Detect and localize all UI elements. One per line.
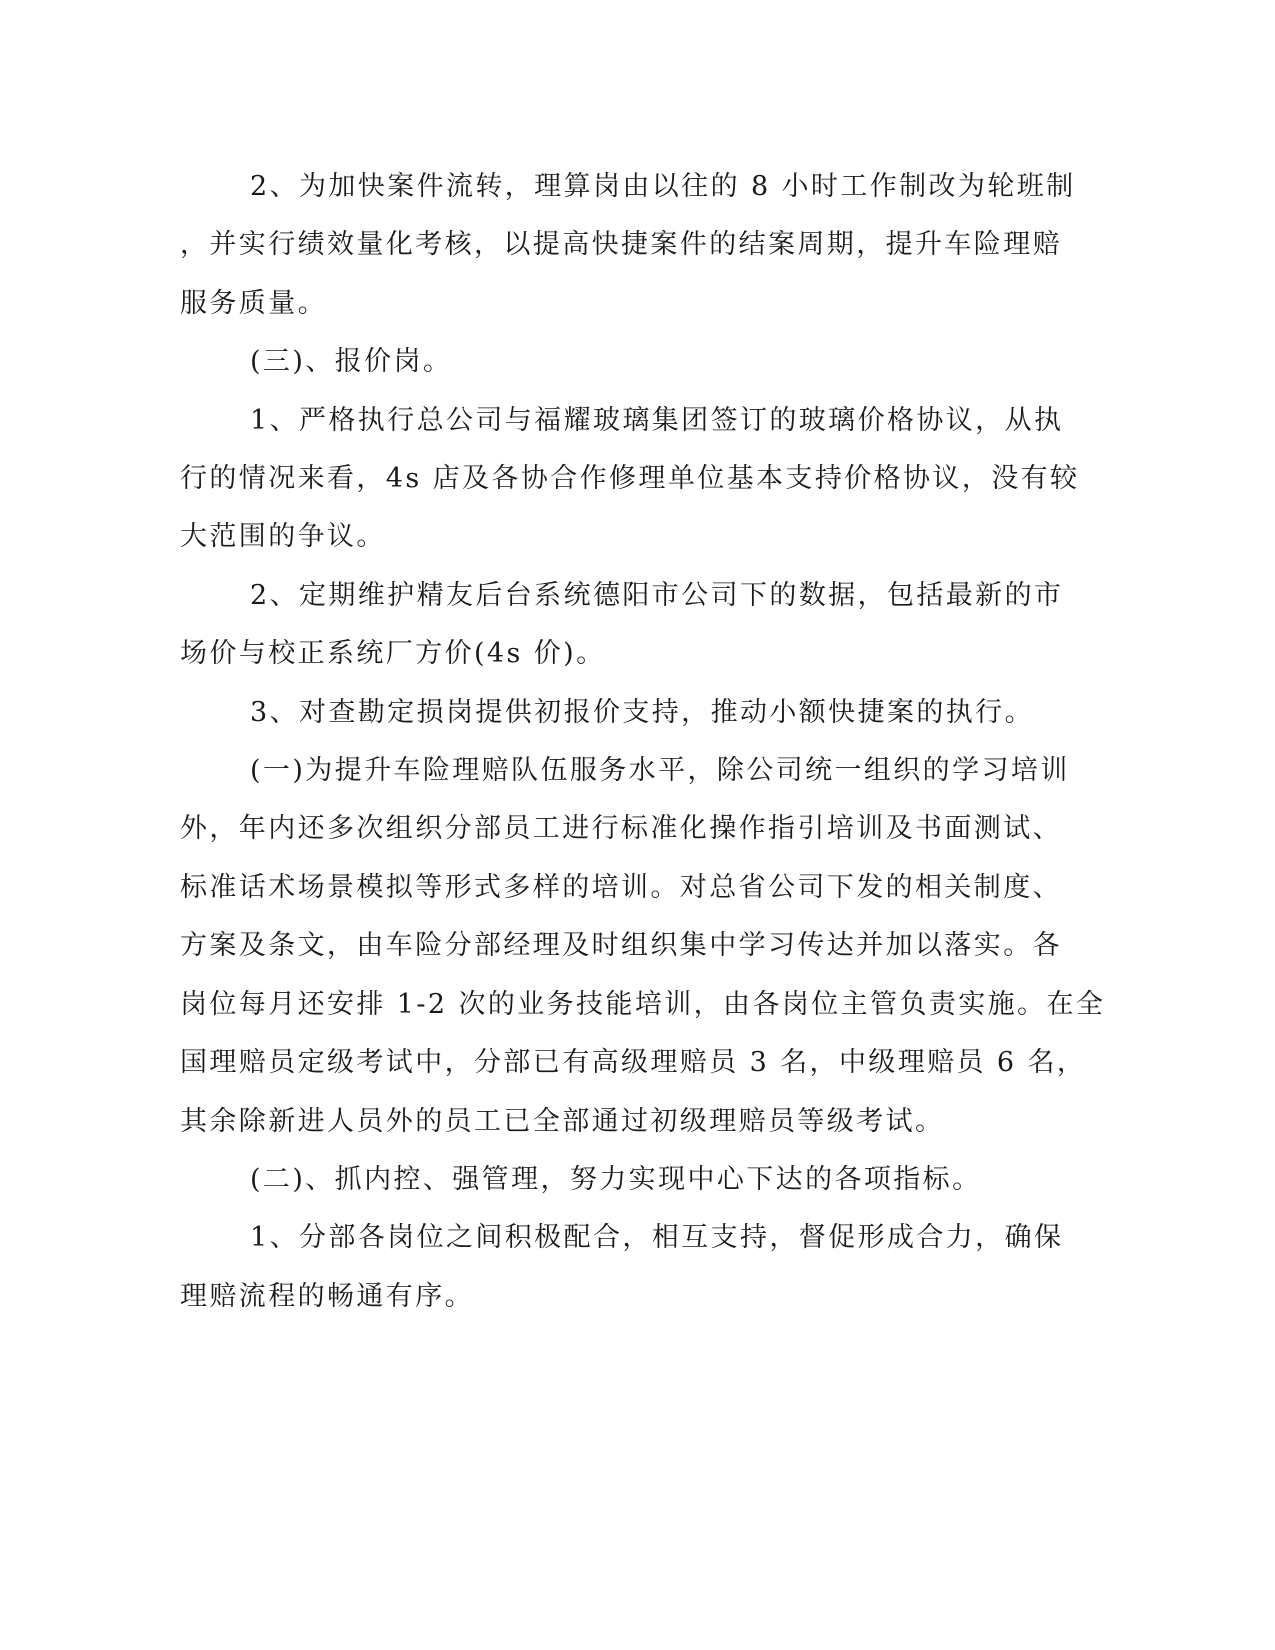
text-line: (一)为提升车险理赔队伍服务水平，除公司统一组织的学习培训 <box>250 755 1070 787</box>
text-line: 大范围的争议。 <box>180 521 386 553</box>
text-line: 方案及条文，由车险分部经理及时组织集中学习传达并加以落实。各 <box>180 930 1062 962</box>
text-line: 1、严格执行总公司与福耀玻璃集团签订的玻璃价格协议，从执 <box>250 404 1064 436</box>
text-line: 3、对查勘定损岗提供初报价支持，推动小额快捷案的执行。 <box>250 696 1034 728</box>
text-line: 2、为加快案件流转，理算岗由以往的 8 小时工作制改为轮班制 <box>250 171 1076 202</box>
text-line: 国理赔员定级考试中，分部已有高级理赔员 3 名，中级理赔员 6 名， <box>180 1047 1087 1079</box>
document-body <box>180 158 1106 1326</box>
text-line: 场价与校正系统厂方价(4s 价)。 <box>180 638 606 670</box>
section-heading: (二)、抓内控、强管理，努力实现中心下达的各项指标。 <box>250 1163 982 1195</box>
text-line: ，并实行绩效量化考核，以提高快捷案件的结案周期，提升车险理赔 <box>180 229 1062 261</box>
text-line: 理赔流程的畅通有序。 <box>180 1280 474 1312</box>
text-line: 2、定期维护精友后台系统德阳市公司下的数据，包括最新的市 <box>250 579 1064 611</box>
section-heading: (三)、报价岗。 <box>250 346 453 378</box>
text-line: 服务质量。 <box>180 287 327 319</box>
text-line: 外，年内还多次组织分部员工进行标准化操作指引培训及书面测试、 <box>180 813 1062 845</box>
text-line: 标准话术场景模拟等形式多样的培训。对总省公司下发的相关制度、 <box>180 871 1062 903</box>
text-line: 1、分部各岗位之间积极配合，相互支持，督促形成合力，确保 <box>250 1222 1064 1254</box>
text-line: 行的情况来看，4s 店及各协合作修理单位基本支持价格协议，没有较 <box>180 463 1080 495</box>
text-line: 其余除新进人员外的员工已全部通过初级理赔员等级考试。 <box>180 1105 945 1137</box>
text-line: 岗位每月还安排 1-2 次的业务技能培训，由各岗位主管负责实施。在全 <box>180 988 1106 1020</box>
